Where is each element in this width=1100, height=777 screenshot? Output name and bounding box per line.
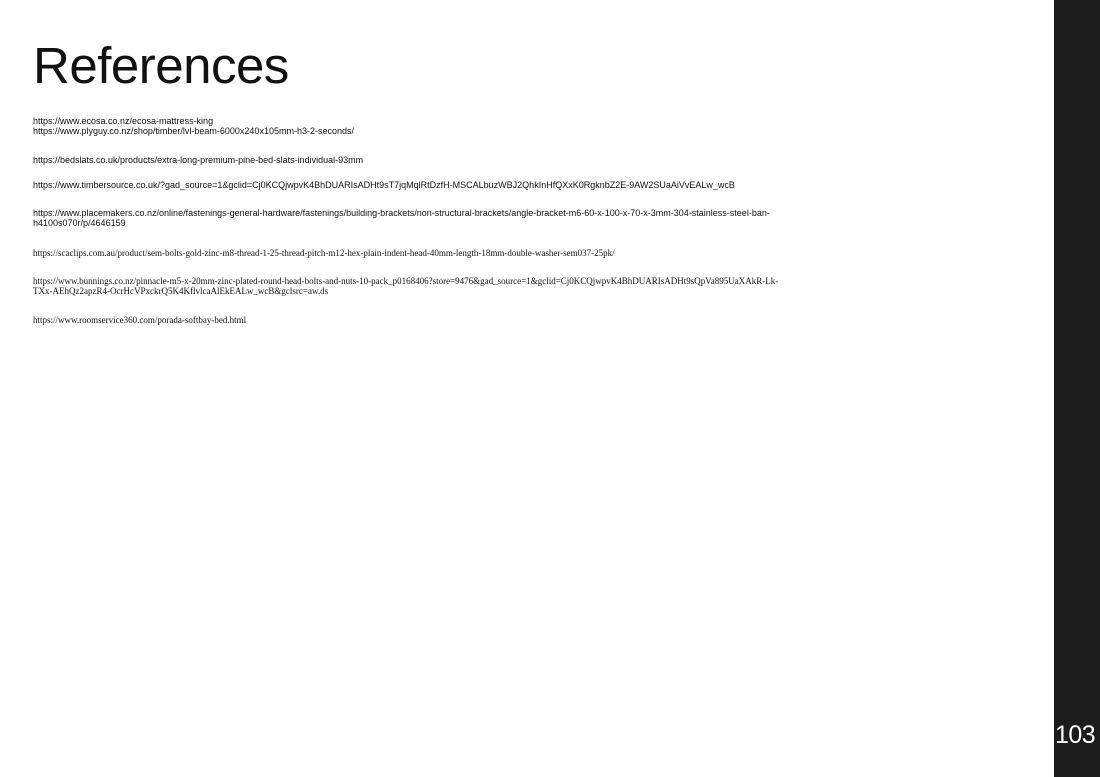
reference-link-ecosa[interactable]: https://www.ecosa.co.nz/ecosa-mattress-king (33, 116, 214, 126)
slide-sidebar (1054, 0, 1100, 777)
reference-link-placemakers-continued[interactable]: h4100s070r/p/4646159 (33, 218, 126, 228)
reference-block-1 (33, 116, 354, 136)
page-title: References (33, 37, 289, 94)
reference-block-4 (33, 208, 770, 228)
reference-block-7 (33, 315, 246, 325)
reference-link-timbersource[interactable]: https://www.timbersource.co.uk/?gad_source=1&gclid=Cj0KCQjwpvK4BhDUARIsADHt9sT7jqMqlRtDzfH-MSCALbuzWBJ2QhkInHfQXxK0RgknbZ2E-9AW2SUaAiVvEALw_wcB (33, 180, 735, 190)
reference-block-2 (33, 155, 363, 165)
reference-block-5 (33, 248, 615, 258)
reference-link-bedslats[interactable]: https://bedslats.co.uk/products/extra-long-premium-pine-bed-slats-individual-93mm (33, 155, 364, 165)
reference-link-bunnings-continued[interactable]: TXx-AEhQz2apzR4-OcrHcVPxckrQ5K4KflvlcaAlEkEALw_wcB&gclsrc=aw.ds (33, 286, 329, 296)
reference-block-6 (33, 276, 778, 296)
reference-link-plyguy[interactable]: https://www.plyguy.co.nz/shop/timber/lvl-beam-6000x240x105mm-h3-2-seconds/ (33, 126, 354, 136)
reference-link-roomservice360[interactable]: https://www.roomservice360.com/porada-softbay-bed.html (33, 315, 247, 325)
page-number: 103 (1055, 721, 1096, 749)
reference-link-scaclips[interactable]: https://scaclips.com.au/product/sem-bolts-gold-zinc-m8-thread-1-25-thread-pitch-m12-hex-plain-indent-head-40mm-length-18mm-double-washer-sem037-25pk/ (33, 248, 615, 258)
reference-block-3 (33, 180, 735, 190)
reference-link-bunnings[interactable]: https://www.bunnings.co.nz/pinnacle-m5-x-20mm-zinc-plated-round-head-bolts-and-nuts-10-pack_p0168406?store=9476&gad_source=1&gclid=Cj0KCQjwpvK4BhDUARIsADHt9sQpVa895UaXAkR-Lk- (33, 276, 779, 286)
reference-link-placemakers[interactable]: https://www.placemakers.co.nz/online/fastenings-general-hardware/fastenings/building-brackets/non-structural-brackets/angle-bracket-m6-60-x-100-x-70-x-3mm-304-stainless-steel-ban- (33, 208, 770, 218)
